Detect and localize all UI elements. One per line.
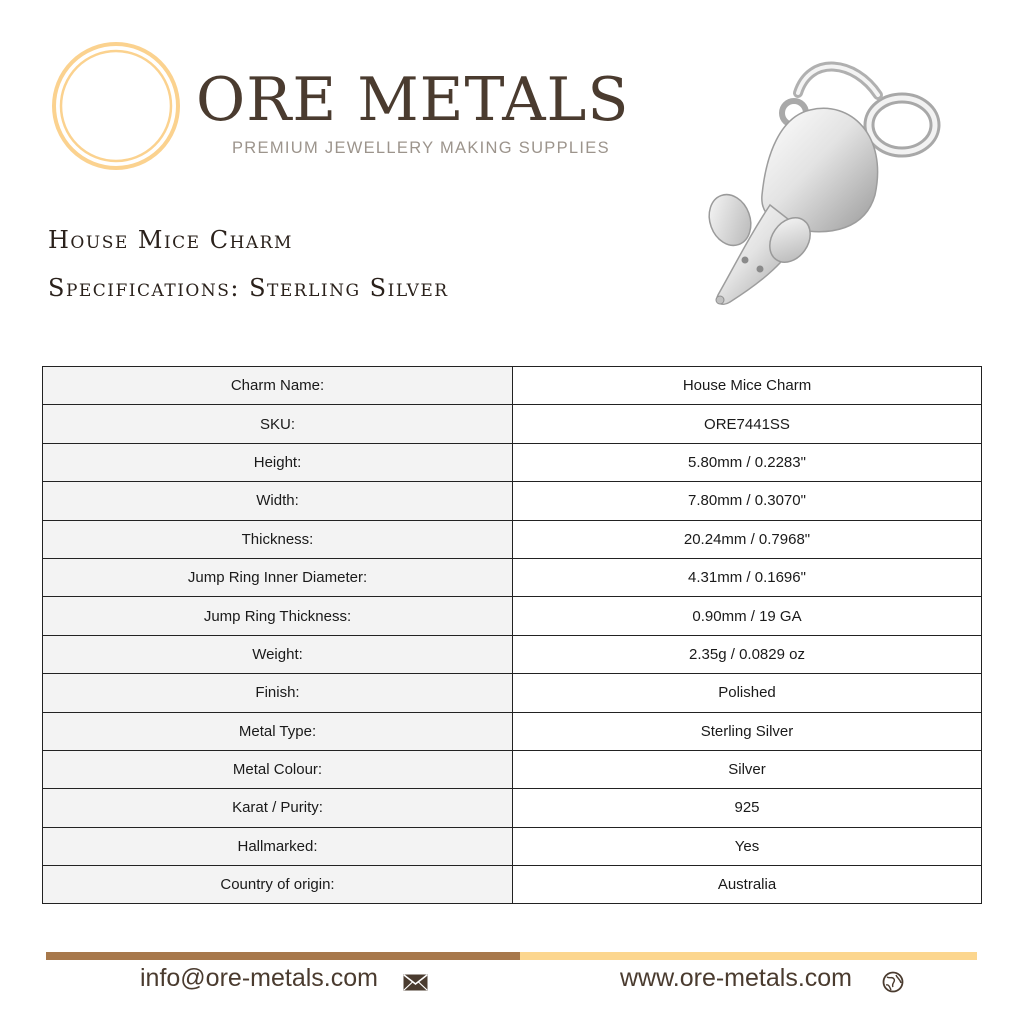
spec-label: Thickness: [43,520,513,558]
table-row [43,750,982,788]
spec-label: Finish: [43,674,513,712]
spec-value: 925 [513,789,982,827]
table-row [43,482,982,520]
spec-value: 0.90mm / 19 GA [513,597,982,635]
footer-bar-left [46,952,520,960]
spec-value: ORE7441SS [513,405,982,443]
spec-value: 20.24mm / 0.7968" [513,520,982,558]
table-row [43,405,982,443]
spec-label: Metal Type: [43,712,513,750]
spec-label: Karat / Purity: [43,789,513,827]
table-row [43,597,982,635]
table-row [43,558,982,596]
product-image [690,55,950,320]
footer-bar-right [520,952,977,960]
table-row [43,367,982,405]
spec-label: Width: [43,482,513,520]
spec-value: Yes [513,827,982,865]
table-row [43,866,982,904]
spec-label: Country of origin: [43,866,513,904]
spec-label: Jump Ring Thickness: [43,597,513,635]
table-row [43,520,982,558]
spec-value: Polished [513,674,982,712]
spec-value: 5.80mm / 0.2283" [513,443,982,481]
spec-table [42,366,982,904]
spec-label: Hallmarked: [43,827,513,865]
table-row [43,712,982,750]
table-row [43,443,982,481]
footer-website-link[interactable]: www.ore-metals.com [620,964,852,992]
brand-tagline: PREMIUM JEWELLERY MAKING SUPPLIES [232,139,610,157]
table-row [43,789,982,827]
spec-label: Metal Colour: [43,750,513,788]
spec-value: Sterling Silver [513,712,982,750]
table-row [43,674,982,712]
spec-value: Australia [513,866,982,904]
spec-label: Charm Name: [43,367,513,405]
specifications-heading: Specifications: Sterling Silver [48,274,449,302]
spec-value: Silver [513,750,982,788]
spec-value: 4.31mm / 0.1696" [513,558,982,596]
spec-value: 7.80mm / 0.3070" [513,482,982,520]
spec-label: Jump Ring Inner Diameter: [43,558,513,596]
footer-email-link[interactable]: info@ore-metals.com [140,964,378,992]
table-row [43,827,982,865]
envelope-icon [403,974,428,991]
table-row [43,635,982,673]
logo-ring-icon [50,40,182,172]
globe-icon [882,971,904,993]
spec-label: Weight: [43,635,513,673]
spec-label: SKU: [43,405,513,443]
spec-value: 2.35g / 0.0829 oz [513,635,982,673]
brand-name: ORE METALS [196,65,630,135]
spec-label: Height: [43,443,513,481]
product-title: House Mice Charm [48,226,293,254]
spec-value: House Mice Charm [513,367,982,405]
